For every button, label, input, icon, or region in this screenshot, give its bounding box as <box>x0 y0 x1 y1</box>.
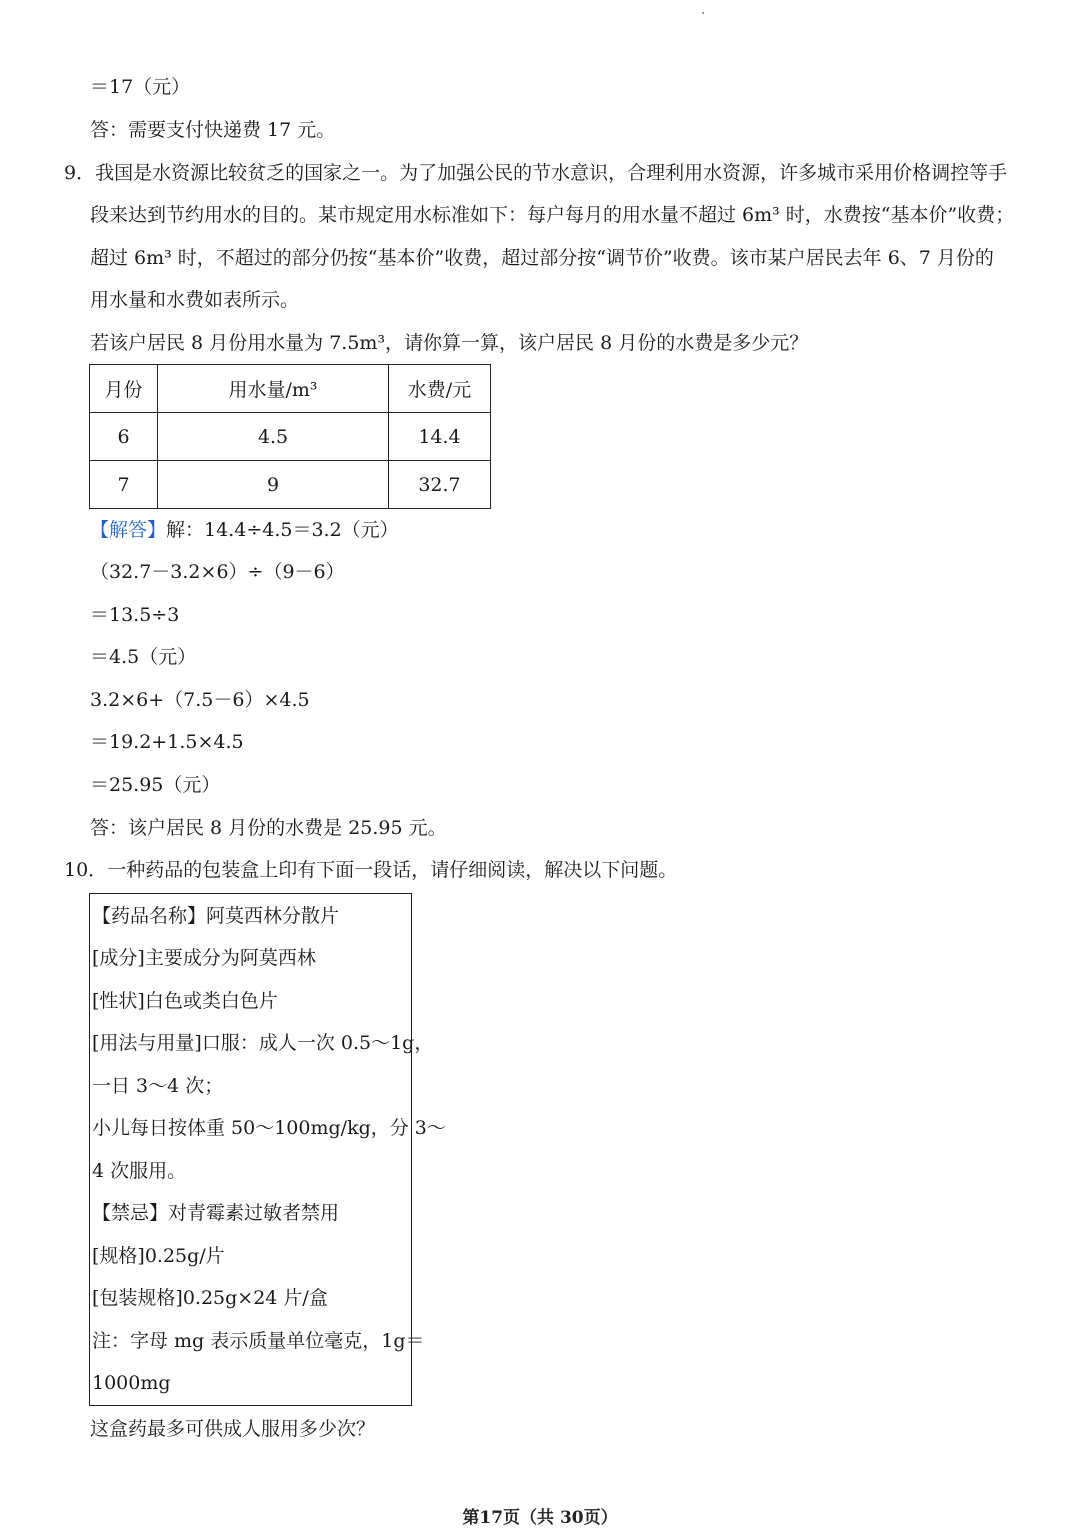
q10-intro: 一种药品的包装盒上印有下面一段话，请仔细阅读，解决以下问题。 <box>107 859 678 881</box>
q9-line-3: 超过 6m³ 时，不超过的部分仍按“基本价”收费，超过部分按“调节价”收费。该市某户居民去年 6、7 月份的 <box>90 247 994 269</box>
water-usage-table <box>89 364 491 509</box>
medicine-label-box <box>89 893 446 1406</box>
solution-step: ＝13.5÷3 <box>90 604 180 626</box>
label-line: [用法与用量]口服：成人一次 0.5～1g， <box>92 1032 434 1054</box>
q10-intro-line <box>64 857 677 883</box>
q9-final-answer: 答：该户居民 8 月份的水费是 25.95 元。 <box>90 817 447 839</box>
label-line: 【药品名称】阿莫西林分散片 <box>92 905 340 927</box>
cell-usage: 9 <box>158 461 389 509</box>
label-line: [包装规格]0.25g×24 片/盒 <box>92 1287 328 1309</box>
prev-answer: 答：需要支付快递费 17 元。 <box>90 119 336 141</box>
solution-step: ＝19.2+1.5×4.5 <box>90 731 244 753</box>
label-line: 一日 3～4 次； <box>92 1075 224 1097</box>
prev-line-1: ＝17（元） <box>90 76 191 98</box>
q10-question: 这盒药最多可供成人服用多少次？ <box>90 1418 376 1440</box>
q9-question: 若该户居民 8 月份用水量为 7.5m³，请你算一算，该户居民 8 月份的水费是多少元？ <box>90 332 809 354</box>
cell-usage: 4.5 <box>158 413 389 461</box>
scan-dot <box>702 12 704 14</box>
answer-tag: 【解答】 <box>90 519 167 541</box>
solution-step: （32.7－3.2×6）÷（9－6） <box>90 561 345 583</box>
label-line: 4 次服用。 <box>92 1160 187 1182</box>
label-line: [规格]0.25g/片 <box>92 1245 225 1267</box>
q9-line-1 <box>64 160 1007 186</box>
q9-solution-line-1 <box>90 517 399 543</box>
solution-step: ＝4.5（元） <box>90 646 197 668</box>
solution-step: 3.2×6+（7.5－6）×4.5 <box>90 689 310 711</box>
label-line: 小儿每日按体重 50～100mg/kg，分 3～ <box>92 1117 446 1139</box>
label-line: [性状]白色或类白色片 <box>92 990 278 1012</box>
solution-step: ＝25.95（元） <box>90 774 221 796</box>
table-header-row <box>90 365 491 413</box>
label-line: 1000mg <box>92 1372 171 1394</box>
header-usage: 用水量/m³ <box>158 365 389 413</box>
cell-fee: 32.7 <box>389 461 491 509</box>
cell-month: 7 <box>90 461 158 509</box>
q10-number: 10． <box>64 859 108 881</box>
q9-number: 9． <box>64 162 96 184</box>
table-row <box>90 413 491 461</box>
q9-line-2: 段来达到节约用水的目的。某市规定用水标准如下：每户每月的用水量不超过 6m³ 时，水费按“基本价”收费； <box>90 204 1015 226</box>
table-row <box>90 461 491 509</box>
q9-text-1: 我国是水资源比较贫乏的国家之一。为了加强公民的节水意识，合理利用水资源，许多城市采用价格调控等手 <box>95 162 1008 184</box>
q9-line-4: 用水量和水费如表所示。 <box>90 289 300 311</box>
solution-step: 解：14.4÷4.5＝3.2（元） <box>166 519 399 541</box>
page-footer: 第17页（共 30页） <box>462 1508 618 1528</box>
label-line: 注：字母 mg 表示质量单位毫克，1g＝ <box>92 1330 425 1352</box>
header-fee: 水费/元 <box>389 365 491 413</box>
cell-fee: 14.4 <box>389 413 491 461</box>
cell-month: 6 <box>90 413 158 461</box>
label-line: [成分]主要成分为阿莫西林 <box>92 947 316 969</box>
header-month: 月份 <box>90 365 158 413</box>
label-line: 【禁忌】对青霉素过敏者禁用 <box>92 1202 340 1224</box>
